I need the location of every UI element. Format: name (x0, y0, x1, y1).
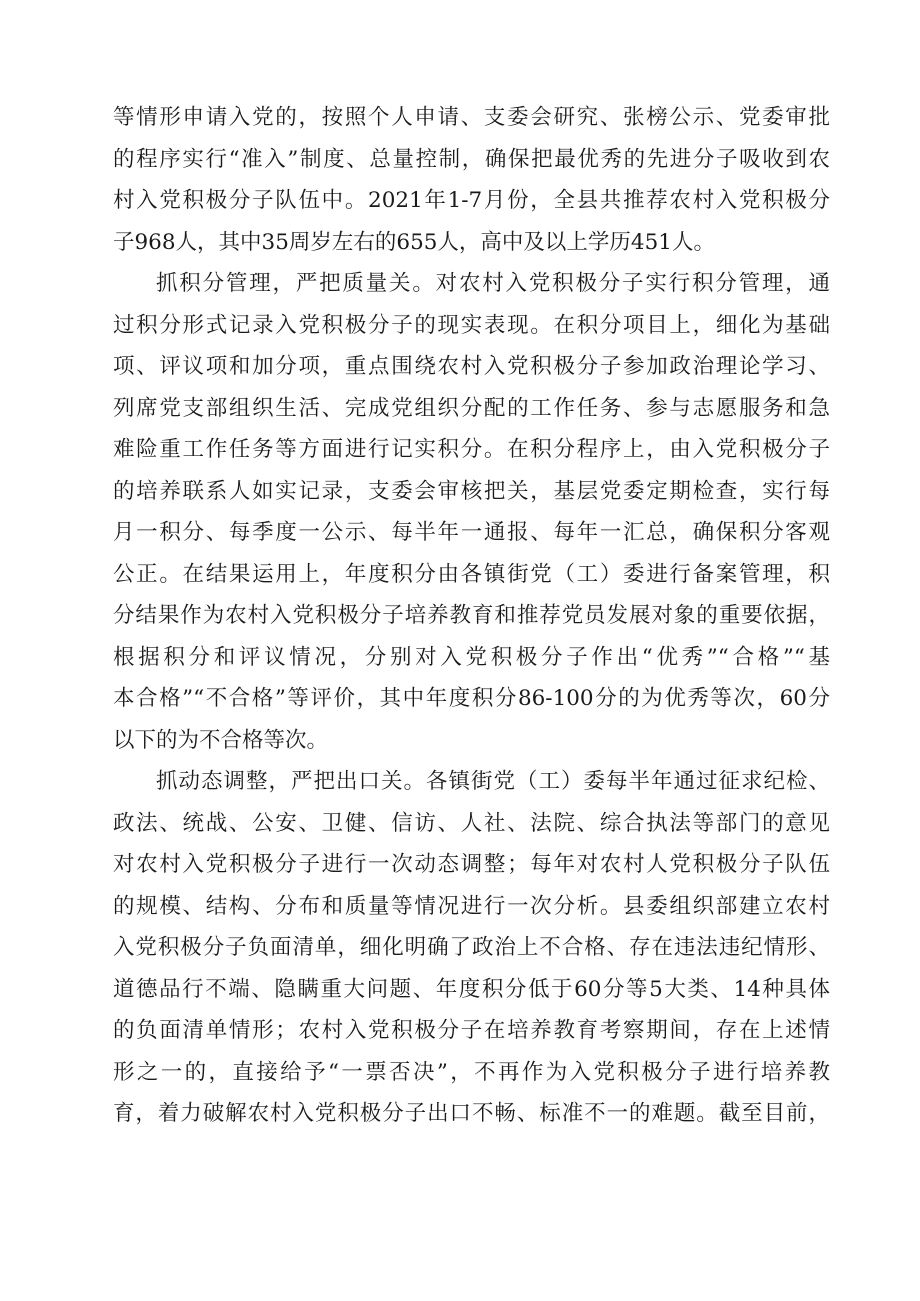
text-line: 育，着力破解农村入党积极分子出口不畅、标准不一的难题。截至目前， (113, 1101, 830, 1126)
text-line: 项、评议项和加分项，重点围绕农村入党积极分子参加政治理论学习、 (113, 354, 830, 379)
text-line: 过积分形式记录入党积极分子的现实表现。在积分项目上，细化为基础 (113, 312, 830, 338)
text-line: 根据积分和评议情况，分别对入党积极分子作出“优秀”“合格”“基 (113, 644, 830, 670)
text-line: 月一积分、每季度一公示、每半年一通报、每年一汇总，确保积分客观 (113, 520, 830, 545)
text-line: 政法、统战、公安、卫健、信访、人社、法院、综合执法等部门的意见 (113, 810, 830, 836)
text-line: 形之一的，直接给予“一票否决”，不再作为入党积极分子进行培养教 (113, 1059, 830, 1085)
text-line: 对农村入党积极分子进行一次动态调整；每年对农村人党积极分子队伍 (113, 852, 830, 877)
text-line: 道德品行不端、隐瞒重大问题、年度积分低于60分等5大类、14种具体 (113, 976, 830, 1002)
text-line: 难险重工作任务等方面进行记实积分。在积分程序上，由入党积极分子 (113, 437, 830, 462)
text-line: 的负面清单情形；农村入党积极分子在培养教育考察期间，存在上述情 (113, 1018, 830, 1043)
text-line: 公正。在结果运用上，年度积分由各镇街党（工）委进行备案管理，积 (113, 561, 830, 587)
text-line: 本合格”“不合格”等评价，其中年度积分86-100分的为优秀等次，60分 (113, 686, 830, 711)
text-line: 的程序实行“准入”制度、总量控制，确保把最优秀的先进分子吸收到农 (113, 146, 830, 172)
text-line: 列席党支部组织生活、完成党组织分配的工作任务、参与志愿服务和急 (113, 395, 830, 421)
text-line: 入党积极分子负面清单，细化明确了政治上不合格、存在违法违纪情形、 (113, 935, 830, 960)
text-line: 分结果作为农村入党积极分子培养教育和推荐党员发展对象的重要依据， (113, 603, 830, 628)
text-line: 抓动态调整，严把出口关。各镇街党（工）委每半年通过征求纪检、 (156, 769, 830, 794)
text-line: 的培养联系人如实记录，支委会审核把关，基层党委定期检查，实行每 (113, 478, 830, 504)
text-line: 抓积分管理，严把质量关。对农村入党积极分子实行积分管理，通 (156, 271, 830, 296)
text-line: 等情形申请入党的，按照个人申请、支委会研究、张榜公示、党委审批 (113, 105, 830, 130)
text-line: 的规模、结构、分布和质量等情况进行一次分析。县委组织部建立农村 (113, 893, 830, 919)
text-line: 村入党积极分子队伍中。2021年1-7月份，全县共推荐农村入党积极分 (113, 188, 830, 213)
text-line: 以下的为不合格等次。 (113, 727, 329, 753)
text-line: 子968人，其中35周岁左右的655人，高中及以上学历451人。 (113, 229, 715, 255)
document-body (113, 97, 830, 1135)
